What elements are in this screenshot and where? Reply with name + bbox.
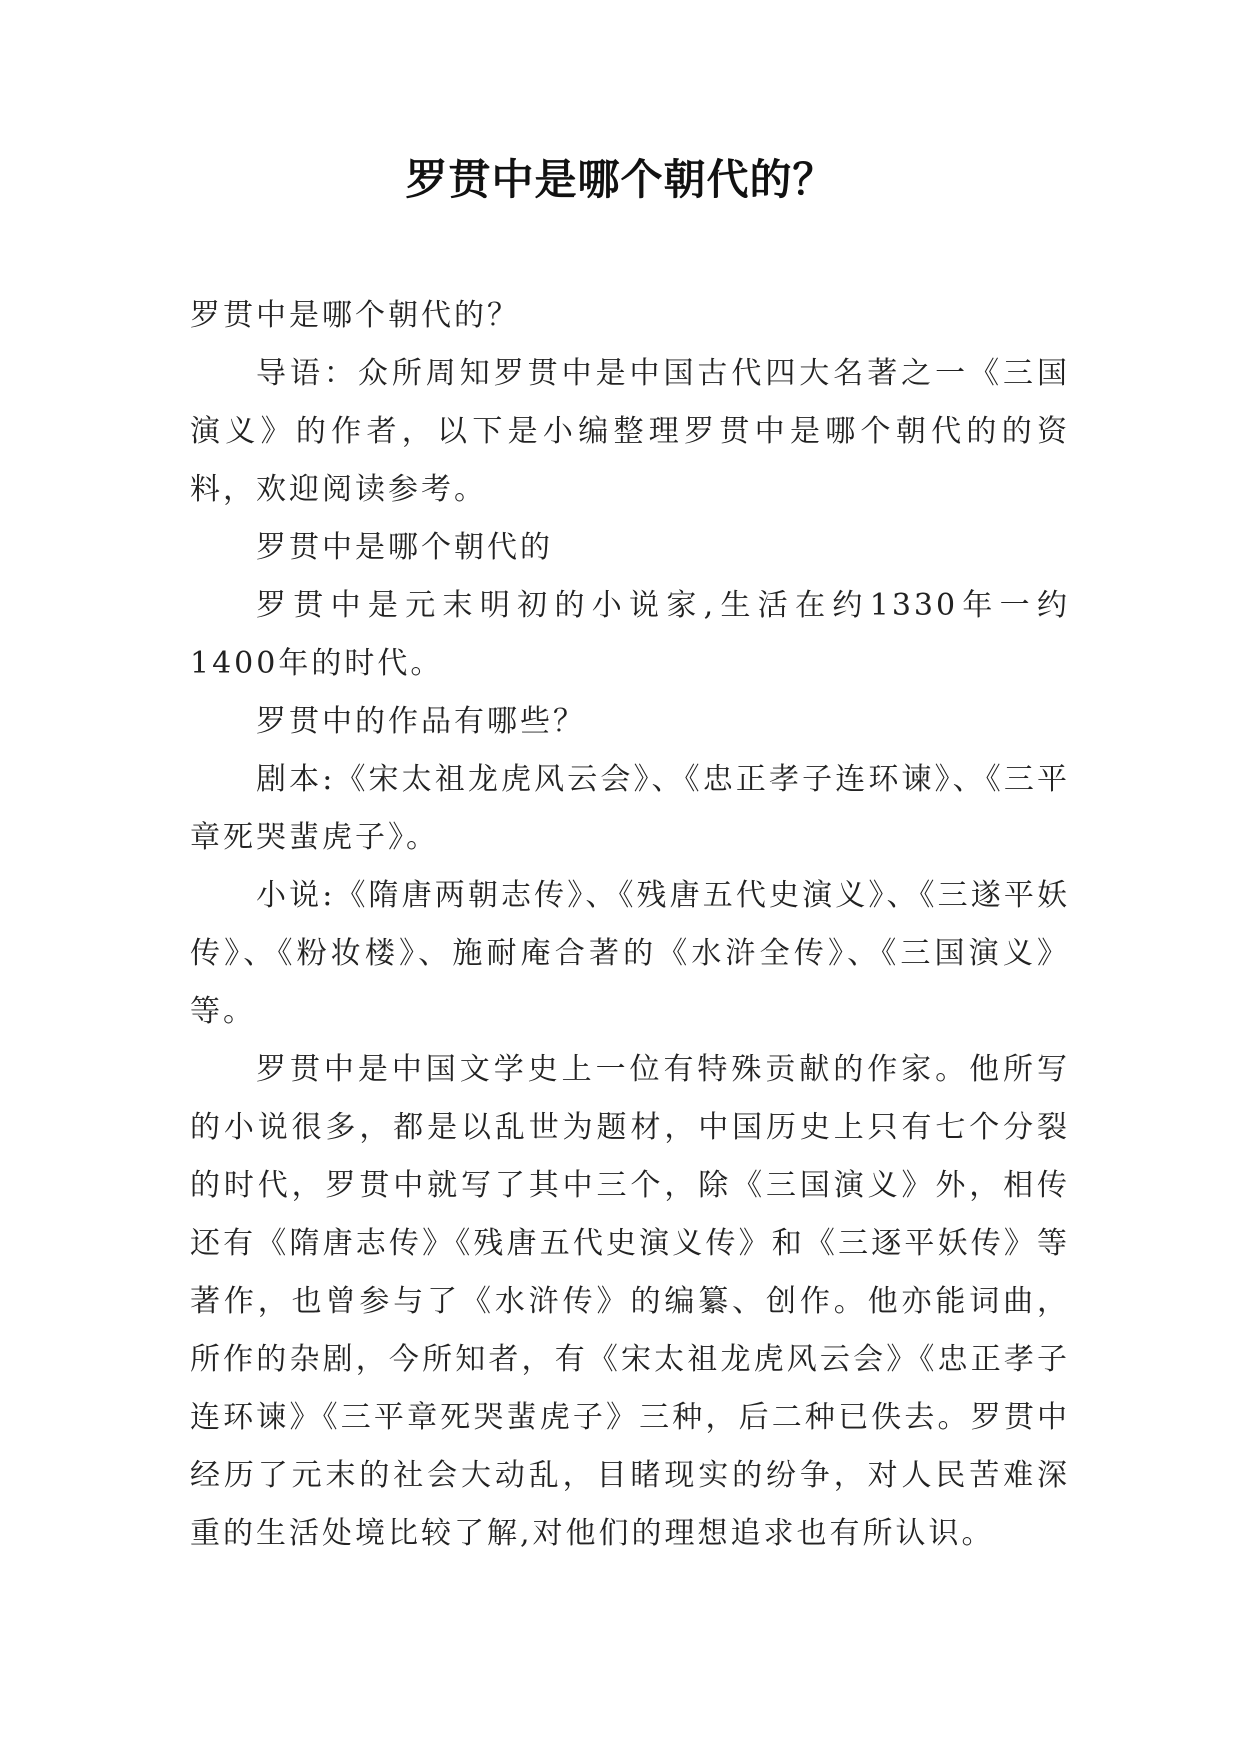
paragraph-heading-repeat: 罗贯中是哪个朝代的？ xyxy=(190,298,520,333)
paragraph-scripts: 剧本:《宋太祖龙虎风云会》、《忠正孝子连环谏》、《三平章死哭蜚虎子》。 xyxy=(190,762,1070,855)
document-title: 罗贯中是哪个朝代的？ xyxy=(405,155,836,204)
paragraph-novels: 小说:《隋唐两朝志传》、《残唐五代史演义》、《三遂平妖传》、《粉妆楼》、施耐庵合著的《水浒全传》、《三国演义》等。 xyxy=(190,878,1070,1029)
paragraph-intro: 导语：众所周知罗贯中是中国古代四大名著之一《三国演义》的作者，以下是小编整理罗贯中是哪个朝代的的资料，欢迎阅读参考。 xyxy=(190,356,1070,507)
paragraph-subheading-dynasty: 罗贯中是哪个朝代的 xyxy=(256,530,553,565)
paragraph-contribution: 罗贯中是中国文学史上一位有特殊贡献的作家。他所写的小说很多，都是以乱世为题材，中国历史上只有七个分裂的时代，罗贯中就写了其中三个，除《三国演义》外，相传还有《隋唐志传》《残唐五代史演义传》和《三逐平妖传》等著作，也曾参与了《水浒传》的编纂、创作。他亦能词曲，所作的杂剧，今所知者，有《宋太祖龙虎风云会》《忠正孝子连环谏》《三平章死哭蜚虎子》三种，后二种已佚去。罗贯中经历了元末的社会大动乱，目睹现实的纷争，对人民苦难深重的生活处境比较了解,对他们的理想追求也有所认识。 xyxy=(190,1052,1070,1551)
paragraph-dynasty-answer: 罗贯中是元末明初的小说家,生活在约1330年一约1400年的时代。 xyxy=(190,588,1070,681)
paragraph-subheading-works: 罗贯中的作品有哪些？ xyxy=(256,704,586,739)
document-body xyxy=(190,287,1070,1563)
